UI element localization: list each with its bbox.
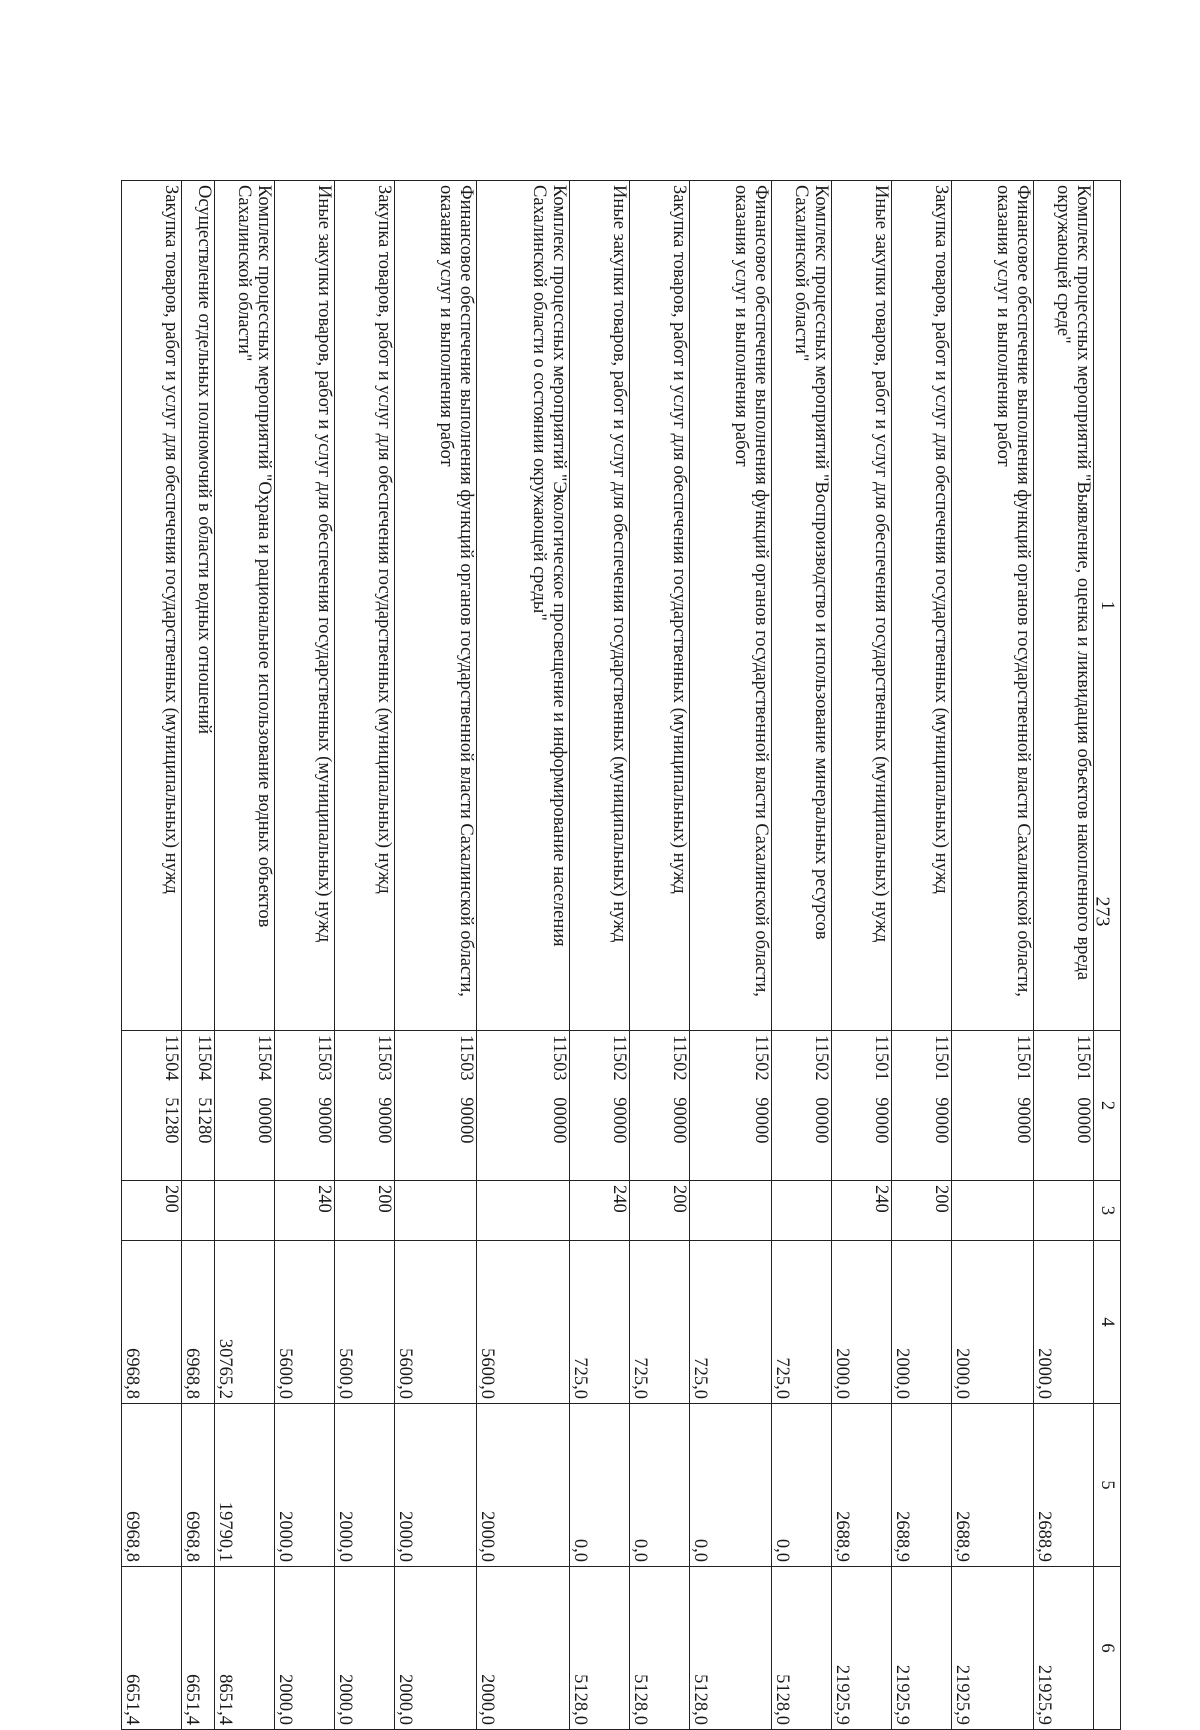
row-name: Иные закупки товаров, работ и услуг для обеспечения государственных (муниципальных) нужд xyxy=(832,181,892,1031)
row-code: 11501 90000 xyxy=(951,1031,1033,1181)
row-code: 11503 90000 xyxy=(395,1031,477,1181)
row-value-2: 19790,1 xyxy=(215,1404,275,1567)
row-expense-type: 240 xyxy=(570,1181,630,1241)
header-cell: 5 xyxy=(1094,1404,1121,1567)
row-name: Комплекс процессных мероприятий "Выявление, оценка и ликвидация объектов накопленного вреда окружающей среде" xyxy=(1034,181,1094,1031)
row-value-1: 2000,0 xyxy=(1034,1241,1094,1404)
row-code: 11503 00000 xyxy=(477,1031,570,1181)
row-code: 11502 00000 xyxy=(772,1031,832,1181)
table-row xyxy=(1034,181,1094,1730)
table-row xyxy=(275,181,335,1730)
row-name: Комплекс процессных мероприятий "Экологическое просвещение и информирование населения Сахалинской области о состоянии окружающей среды" xyxy=(477,181,570,1031)
row-value-2: 2688,9 xyxy=(951,1404,1033,1567)
table-row xyxy=(951,181,1033,1730)
row-code: 11504 51280 xyxy=(182,1031,215,1181)
row-code: 11501 90000 xyxy=(892,1031,952,1181)
row-code: 11503 90000 xyxy=(275,1031,335,1181)
header-cell: 6 xyxy=(1094,1567,1121,1730)
row-value-1: 2000,0 xyxy=(892,1241,952,1404)
row-value-2: 6968,8 xyxy=(182,1404,215,1567)
row-value-3: 8651,4 xyxy=(215,1567,275,1730)
row-value-3: 2000,0 xyxy=(477,1567,570,1730)
row-value-2: 6968,8 xyxy=(122,1404,182,1567)
row-value-3: 21925,9 xyxy=(1034,1567,1094,1730)
row-value-3: 6651,4 xyxy=(182,1567,215,1730)
row-value-1: 5600,0 xyxy=(477,1241,570,1404)
row-code: 11504 51280 xyxy=(122,1031,182,1181)
row-value-2: 2000,0 xyxy=(477,1404,570,1567)
row-expense-type xyxy=(215,1181,275,1241)
row-code: 11501 90000 xyxy=(832,1031,892,1181)
row-name: Финансовое обеспечение выполнения функций органов государственной власти Сахалинской области, оказания услуг и выполнения работ xyxy=(951,181,1033,1031)
row-name: Комплекс процессных мероприятий "Охрана и рациональное использование водных объектов Сахалинской области" xyxy=(215,181,275,1031)
row-value-2: 2000,0 xyxy=(335,1404,395,1567)
row-value-1: 2000,0 xyxy=(832,1241,892,1404)
row-expense-type xyxy=(951,1181,1033,1241)
header-cell: 4 xyxy=(1094,1241,1121,1404)
table-row xyxy=(335,181,395,1730)
table-row xyxy=(477,181,570,1730)
row-code: 11502 90000 xyxy=(690,1031,772,1181)
row-code: 11502 90000 xyxy=(630,1031,690,1181)
table-row xyxy=(182,181,215,1730)
row-name: Комплекс процессных мероприятий "Воспроизводство и использование минеральных ресурсов Сахалинской области" xyxy=(772,181,832,1031)
row-value-3: 5128,0 xyxy=(630,1567,690,1730)
row-value-2: 2000,0 xyxy=(395,1404,477,1567)
row-expense-type: 240 xyxy=(275,1181,335,1241)
row-value-2: 2688,9 xyxy=(892,1404,952,1567)
table-row xyxy=(122,181,182,1730)
row-value-3: 5128,0 xyxy=(690,1567,772,1730)
table-row xyxy=(892,181,952,1730)
budget-table-container xyxy=(121,180,1121,1730)
row-name: Закупка товаров, работ и услуг для обеспечения государственных (муниципальных) нужд xyxy=(122,181,182,1031)
table-row xyxy=(570,181,630,1730)
row-value-2: 2688,9 xyxy=(832,1404,892,1567)
row-value-3: 21925,9 xyxy=(951,1567,1033,1730)
row-expense-type: 200 xyxy=(335,1181,395,1241)
row-expense-type xyxy=(690,1181,772,1241)
row-value-3: 2000,0 xyxy=(275,1567,335,1730)
row-value-2: 0,0 xyxy=(570,1404,630,1567)
row-expense-type xyxy=(395,1181,477,1241)
page-number: 273 xyxy=(1091,896,1114,927)
row-name: Иные закупки товаров, работ и услуг для обеспечения государственных (муниципальных) нужд xyxy=(275,181,335,1031)
row-name: Закупка товаров, работ и услуг для обеспечения государственных (муниципальных) нужд xyxy=(892,181,952,1031)
table-header-row xyxy=(1094,181,1121,1730)
table-row xyxy=(395,181,477,1730)
row-name: Осуществление отдельных полномочий в области водных отношений xyxy=(182,181,215,1031)
table-row xyxy=(690,181,772,1730)
row-name: Закупка товаров, работ и услуг для обеспечения государственных (муниципальных) нужд xyxy=(630,181,690,1031)
table-row xyxy=(832,181,892,1730)
row-value-3: 6651,4 xyxy=(122,1567,182,1730)
header-cell: 2 xyxy=(1094,1031,1121,1181)
row-value-3: 2000,0 xyxy=(395,1567,477,1730)
row-value-1: 30765,2 xyxy=(215,1241,275,1404)
row-expense-type xyxy=(772,1181,832,1241)
row-expense-type xyxy=(1034,1181,1094,1241)
row-value-2: 0,0 xyxy=(772,1404,832,1567)
row-name: Финансовое обеспечение выполнения функций органов государственной власти Сахалинской области, оказания услуг и выполнения работ xyxy=(395,181,477,1031)
row-value-1: 5600,0 xyxy=(395,1241,477,1404)
row-name: Закупка товаров, работ и услуг для обеспечения государственных (муниципальных) нужд xyxy=(335,181,395,1031)
row-value-1: 2000,0 xyxy=(951,1241,1033,1404)
row-value-2: 2000,0 xyxy=(275,1404,335,1567)
row-value-2: 0,0 xyxy=(690,1404,772,1567)
row-value-1: 5600,0 xyxy=(275,1241,335,1404)
row-value-3: 2000,0 xyxy=(335,1567,395,1730)
row-expense-type xyxy=(477,1181,570,1241)
budget-table xyxy=(121,180,1121,1730)
row-expense-type: 200 xyxy=(630,1181,690,1241)
row-name: Финансовое обеспечение выполнения функций органов государственной власти Сахалинской области, оказания услуг и выполнения работ xyxy=(690,181,772,1031)
row-value-1: 725,0 xyxy=(570,1241,630,1404)
row-code: 11504 00000 xyxy=(215,1031,275,1181)
table-row xyxy=(630,181,690,1730)
row-expense-type: 200 xyxy=(892,1181,952,1241)
header-cell: 3 xyxy=(1094,1181,1121,1241)
row-value-3: 21925,9 xyxy=(892,1567,952,1730)
table-row xyxy=(772,181,832,1730)
row-value-1: 725,0 xyxy=(772,1241,832,1404)
row-name: Иные закупки товаров, работ и услуг для обеспечения государственных (муниципальных) нужд xyxy=(570,181,630,1031)
row-value-2: 2688,9 xyxy=(1034,1404,1094,1567)
row-expense-type: 240 xyxy=(832,1181,892,1241)
row-expense-type: 200 xyxy=(122,1181,182,1241)
row-code: 11502 90000 xyxy=(570,1031,630,1181)
row-value-2: 0,0 xyxy=(630,1404,690,1567)
row-value-1: 6968,8 xyxy=(182,1241,215,1404)
row-value-1: 6968,8 xyxy=(122,1241,182,1404)
row-value-3: 5128,0 xyxy=(570,1567,630,1730)
row-value-3: 5128,0 xyxy=(772,1567,832,1730)
row-value-1: 5600,0 xyxy=(335,1241,395,1404)
row-value-3: 21925,9 xyxy=(832,1567,892,1730)
table-row xyxy=(215,181,275,1730)
row-code: 11503 90000 xyxy=(335,1031,395,1181)
row-value-1: 725,0 xyxy=(630,1241,690,1404)
row-code: 11501 00000 xyxy=(1034,1031,1094,1181)
row-expense-type xyxy=(182,1181,215,1241)
row-value-1: 725,0 xyxy=(690,1241,772,1404)
header-cell: 1 xyxy=(1094,181,1121,1031)
